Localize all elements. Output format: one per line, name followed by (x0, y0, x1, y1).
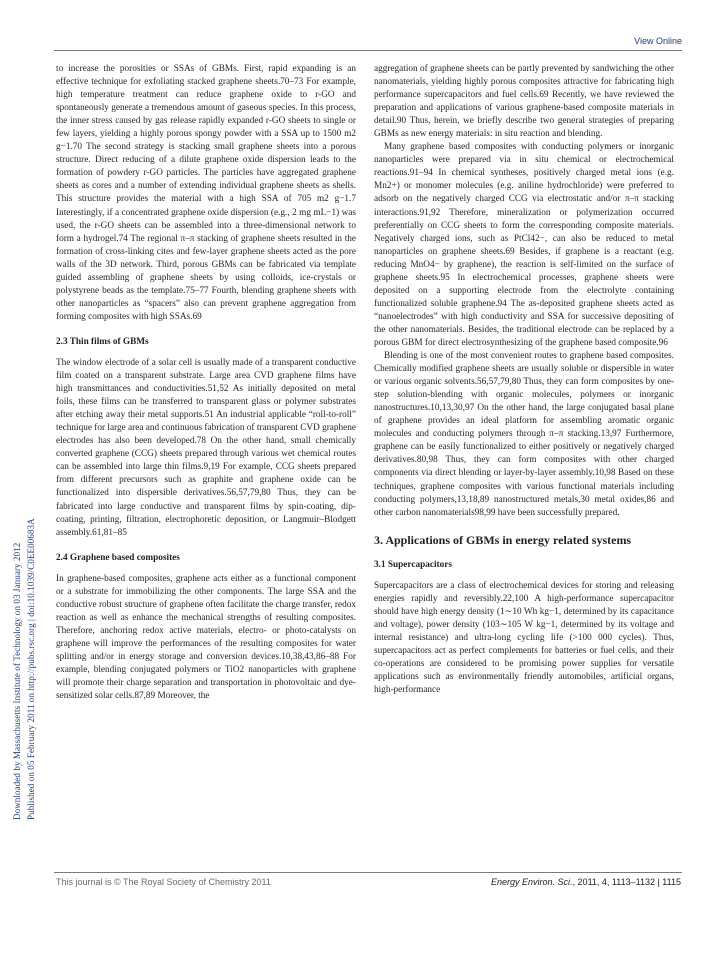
section-heading-thin-films: 2.3 Thin films of GBMs (56, 336, 149, 347)
porosity-paragraph: to increase the porosities or SSAs of GBMs. First, rapid expanding is an effective technique for exfoliating stacked graphene sheets.70–73 For example, high temperature treatment can reduce graphene oxide to r-GO and spontaneously generate a tremendous amount of gaseous species. In this process, the inner stress caused by gas release rapidly expanded r-GO sheets to single or few layers, yielding a highly porous spongy powder with a SSA up to 1500 m2 g−1.70 The second strategy is stacking small graphene sheets into a porous structure. Direct reducing of a dilute graphene oxide dispersion leads to the formation of powdery r-GO particles. The particles have aggregated graphene sheets as cores and a number of extending individual graphene sheets as shells. This structure provides the material with a high SSA of 705 m2 g−1.7 Interestingly, if a concentrated graphene oxide dispersion (e.g., 2 mg mL−1) was used, the r-GO sheets can be assembled into a three-dimensional network to form a hydrogel.74 The regional π–π stacking of graphene sheets resulted in the formation of cross-linking cites and few-layer graphene sheets acted as the pore walls of the 3D network. Third, porous GBMs can be fabricated via template guided assembling of graphene sheets by using colloids, ice-crystals or polystyrene beads as the template.75–77 Fourth, blending graphene sheets with other nanoparticles as “spacers” also can prevent graphene aggregation from forming composites with high SSAs.69 (56, 64, 356, 322)
composites-paragraph: In graphene-based composites, graphene acts either as a functional component or a substrate for immobilizing the other components. The large SSA and the conductive robust structure of graphene often facilitate the charge transfer, redox reaction as well as enhance the mechanical strengths of resulting composites. Therefore, anchoring redox active materials, electro- or photo-catalysts on graphene will improve the performances of the resulting composites for water splitting and/or in energy storage and conversion devices.10,38,43,86–88 For example, blending conjugated polymers or TiO2 nanoparticles with graphene will promote their charge separation and transportation in photovoltaic and dye-sensitized solar cells.87,89 Moreover, the (56, 573, 356, 702)
in-situ-paragraph: Many graphene based composites with conducting polymers or inorganic nanoparticles were prepared via in situ chemical or electrochemical reactions.91–94 In chemical syntheses, positively charged metal ions (e.g. Mn2+) or monomer molecules (e.g. aniline hydrochloride) were preferred to adsorb on the negatively charged CCG via electrostatic and/or π–π stacking interactions.91,92 Therefore, mineralization or polymerization occurred preferentially on CCG sheets to form the corresponding composite materials. Negatively charged ions, such as PtCl42−, can also be reduced to metal nanoparticles on graphene sheets.69 Besides, if graphene is a reactant (e.g. reducing MnO4− by graphene), the reaction is self-limited on the surface of graphene sheets.95 In electrochemical processes, graphene sheets were deposited on a supporting electrode from the electrolyte containing functionalized soluble graphene.94 The as-deposited graphene sheets acted as “nanoelectrodes” with high conductivity and SSA for successive depositing of the other nanomaterials. Besides, the traditional electrode can be replaced by a porous GBM for direct electrosynthesizing of the graphene based composite.96 (374, 142, 674, 348)
citation-details: , 2011, 4, 1113–1132 | 1115 (572, 877, 681, 887)
section-heading-applications: 3. Applications of GBMs in energy related systems (374, 532, 632, 547)
blending-paragraph: Blending is one of the most convenient routes to graphene based composites. Chemically modified graphene sheets are usually soluble or dispersible in water or various organic solvents.56,57,79,80 Thus, they can form composites by one-step solution-blending with organic molecules, polymers or inorganic nanostructures.10,13,30,97 On the other hand, the large conjugated basal plane of graphene provides an ideal platform for assembling aromatic organic molecules and conducting polymers through π–π stacking.13,97 Furthermore, graphene can be easily functionalized to either positively or negatively charged derivatives.80,98 Thus, they can form composites with other charged components via direct blending or layer-by-layer assembly.10,98 Based on these techniques, graphene composites with various functional materials including conducting polymers,13,18,89 nanostructured metals,30 metal oxides,86 and other carbon nanomaterials98,99 have been successfully prepared. (374, 351, 674, 518)
publication-note[interactable]: Published on 05 February 2011 on http://pubs.rsc.org | doi:10.1039/C0EE00683A (26, 518, 36, 820)
view-online-link[interactable]: View Online (634, 36, 682, 46)
right-column (374, 63, 674, 697)
header-rule (54, 50, 682, 51)
supercapacitors-paragraph: Supercapacitors are a class of electrochemical devices for storing and releasing energies rapidly and reversibly.22,100 A high-performance supercapacitor should have high energy density (1∼10 Wh kg−1, determined by its capacitance and voltage), power density (103∼105 W kg−1, determined by its voltage and internal resistance) and ultra-long cycling life (>100 000 cycles). Thus, supercapacitors act as perfect complements for batteries or fuel cells, and their co-operations are considered to be promising power supplies for versatile applications such as environmentally friendly automobiles, artificial organs, high-performance (374, 580, 674, 696)
footer-rule (54, 872, 682, 873)
copyright-notice: This journal is © The Royal Society of Chemistry 2011 (56, 877, 271, 887)
aggregation-paragraph: aggregation of graphene sheets can be partly prevented by sandwiching the other nanomaterials, yielding highly porous composites attractive for fabricating high performance supercapacitors and fuel cells.69 Recently, we have reviewed the preparation and applications of various graphene-based composite materials in detail.90 Thus, herein, we briefly describe two general strategies of preparing GBMs as new energy materials: in situ reaction and blending. (374, 64, 674, 140)
journal-citation (491, 877, 681, 887)
download-note: Downloaded by Massachusetts Institute of Technology on 03 January 2012 (12, 542, 22, 820)
section-heading-composites: 2.4 Graphene based composites (56, 552, 180, 563)
thin-films-paragraph: The window electrode of a solar cell is usually made of a transparent conductive film coated on a transparent substrate. Large area CVD graphene films have high transmittances and conductivities.51,52 As initially deposited on metal foils, these films can be transferred to transparent glass or polymer substrates after etching away their metal supports.51 An industrial applicable “roll-to-roll” technique for large area and continuous fabrication of transparent CVD graphene electrodes has also been developed.78 On the other hand, small chemically converted graphene (CCG) sheets prepared through various wet chemical routes can be assembled into large thin films.9,19 For example, CCG sheets prepared from different precursors such as graphite and graphene oxide can be functionalized into dispersible derivatives.56,57,79,80 Thus, they can be fabricated into large conductive and transparent films by spin-coating, dip-coating, printing, filtration, electrophoretic deposition, or Langmuir–Blodgett assembly.61,81–85 (56, 357, 356, 538)
side-margin-notes (8, 120, 50, 820)
journal-name: Energy Environ. Sci. (491, 877, 573, 887)
section-heading-supercapacitors: 3.1 Supercapacitors (374, 559, 452, 570)
left-column (56, 63, 356, 703)
